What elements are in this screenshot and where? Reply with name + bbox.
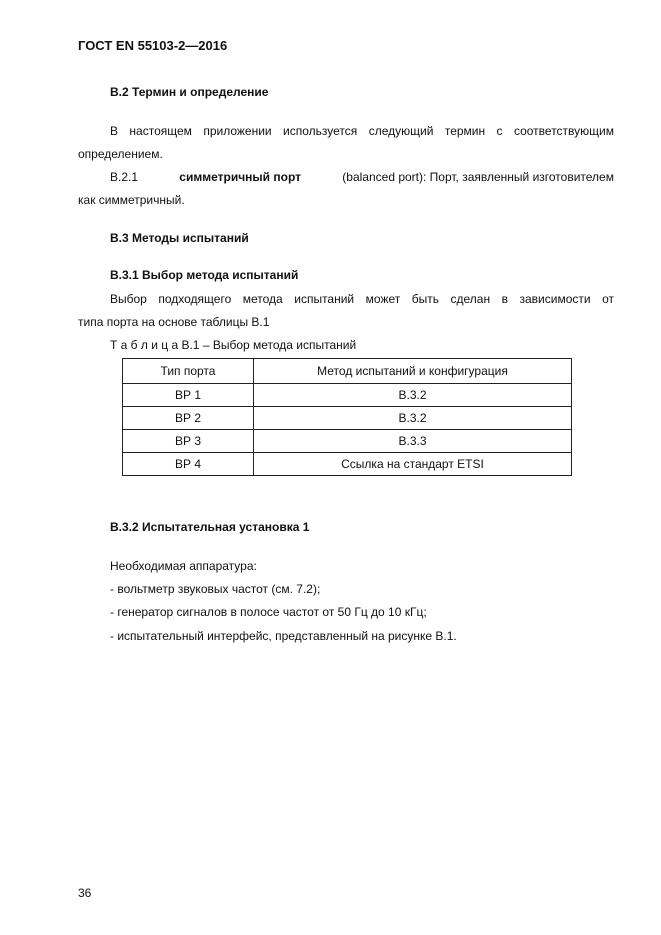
test-method-table: [122, 358, 572, 476]
table-row: [123, 430, 572, 453]
table-cell-method: В.3.3: [254, 430, 572, 453]
definition-rest: (balanced port): Порт, заявленный изготовителем: [342, 170, 614, 184]
column-header-port-type: Тип порта: [123, 359, 254, 384]
section-b2-heading: В.2 Термин и определение: [110, 85, 269, 99]
table-row: [123, 384, 572, 407]
definition-term: симметричный порт: [179, 170, 302, 184]
b2-definition-line1: [110, 170, 614, 184]
equipment-item: - генератор сигналов в полосе частот от 50 Гц до 10 кГц;: [110, 605, 427, 619]
table-cell-port: ВР 2: [123, 407, 254, 430]
b2-definition-line2: как симметричный.: [78, 193, 185, 207]
document-header: ГОСТ EN 55103-2—2016: [78, 38, 228, 53]
section-b31-heading: В.3.1 Выбор метода испытаний: [110, 268, 299, 282]
table-caption: Т а б л и ц а В.1 – Выбор метода испытаний: [110, 338, 357, 352]
b31-line1: Выбор подходящего метода испытаний может быть сделан в зависимости от: [110, 292, 614, 306]
definition-number: В.2.1: [110, 170, 139, 184]
table-row: [123, 407, 572, 430]
page-number: 36: [78, 886, 92, 900]
table-cell-method: Ссылка на стандарт ETSI: [254, 453, 572, 476]
b31-line2: типа порта на основе таблицы В.1: [78, 315, 270, 329]
column-header-method: Метод испытаний и конфигурация: [254, 359, 572, 384]
b2-intro-line1: В настоящем приложении используется следующий термин с соответствующим: [110, 124, 614, 138]
equipment-item: - вольтметр звуковых частот (см. 7.2);: [110, 582, 321, 596]
b2-intro-line2: определением.: [78, 147, 163, 161]
table-row: [123, 453, 572, 476]
table-cell-port: ВР 3: [123, 430, 254, 453]
table-cell-method: В.3.2: [254, 407, 572, 430]
table-header-row: [123, 359, 572, 384]
table-cell-method: В.3.2: [254, 384, 572, 407]
equipment-item: - испытательный интерфейс, представленный на рисунке В.1.: [110, 629, 457, 643]
table-cell-port: ВР 1: [123, 384, 254, 407]
table-cell-port: ВР 4: [123, 453, 254, 476]
equipment-label: Необходимая аппаратура:: [110, 559, 257, 573]
section-b32-heading: В.3.2 Испытательная установка 1: [110, 520, 310, 534]
section-b3-heading: В.3 Методы испытаний: [110, 231, 249, 245]
